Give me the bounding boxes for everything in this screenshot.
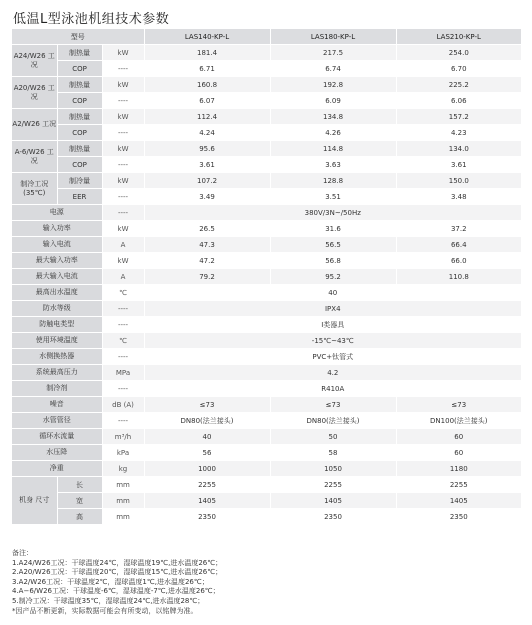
- value-cell: 134.8: [270, 109, 396, 125]
- value-cell: R410A: [144, 381, 521, 397]
- row-unit: ----: [102, 189, 144, 205]
- value-cell: 157.2: [396, 109, 521, 125]
- row-item: 循环水流量: [12, 429, 102, 445]
- value-cell: 2350: [270, 509, 396, 525]
- table-row: [12, 125, 521, 141]
- row-unit: mm: [102, 493, 144, 509]
- value-cell: 95.2: [270, 269, 396, 285]
- value-cell: 2255: [144, 477, 270, 493]
- table-row: [12, 141, 521, 157]
- value-cell: 181.4: [144, 45, 270, 61]
- row-unit: ----: [102, 381, 144, 397]
- row-item: 输入功率: [12, 221, 102, 237]
- value-cell: 56: [144, 445, 270, 461]
- table-row: [12, 381, 521, 397]
- value-cell: 60: [396, 445, 521, 461]
- header-cell-model-name: LAS140-KP-L: [144, 29, 270, 45]
- value-cell: 95.6: [144, 141, 270, 157]
- table-row: [12, 221, 521, 237]
- value-cell: 60: [396, 429, 521, 445]
- value-cell: 254.0: [396, 45, 521, 61]
- value-cell: 40: [144, 285, 521, 301]
- value-cell: 192.8: [270, 77, 396, 93]
- header-cell-model-name: LAS210-KP-L: [396, 29, 521, 45]
- note-line: 5.制冷工况：干球温度35℃，湿球温度24℃,进水温度28℃；: [12, 596, 205, 605]
- row-unit: kW: [102, 45, 144, 61]
- row-unit: ----: [102, 157, 144, 173]
- row-unit: MPa: [102, 365, 144, 381]
- table-row: [12, 333, 521, 349]
- value-cell: 6.07: [144, 93, 270, 109]
- value-cell: 4.24: [144, 125, 270, 141]
- row-unit: ----: [102, 61, 144, 77]
- value-cell: 3.49: [144, 189, 270, 205]
- value-cell: 1180: [396, 461, 521, 477]
- value-cell: 47.3: [144, 237, 270, 253]
- row-item: COP: [57, 125, 102, 141]
- table-row: [12, 397, 521, 413]
- value-cell: 112.4: [144, 109, 270, 125]
- row-item: 最大输入功率: [12, 253, 102, 269]
- value-cell: 47.2: [144, 253, 270, 269]
- row-unit: kW: [102, 221, 144, 237]
- value-cell: -15℃~43℃: [144, 333, 521, 349]
- group-label: A24/W26 工况: [12, 45, 57, 77]
- row-item: 使用环境温度: [12, 333, 102, 349]
- row-unit: ----: [102, 301, 144, 317]
- value-cell: 160.8: [144, 77, 270, 93]
- row-item: 防水等级: [12, 301, 102, 317]
- row-item: 最大输入电流: [12, 269, 102, 285]
- value-cell: 56.5: [270, 237, 396, 253]
- row-unit: ℃: [102, 285, 144, 301]
- row-unit: ----: [102, 93, 144, 109]
- page-title: 低温L型泳池机组技术参数: [13, 12, 170, 27]
- value-cell: 150.0: [396, 173, 521, 189]
- value-cell: 107.2: [144, 173, 270, 189]
- row-unit: kg: [102, 461, 144, 477]
- row-item: 系统最高压力: [12, 365, 102, 381]
- table-row: [12, 349, 521, 365]
- note-line: 2.A20/W26工况：干球温度20℃，湿球温度15℃,进水温度26℃；: [12, 568, 223, 577]
- note-line: 备注：: [12, 549, 33, 557]
- value-cell: DN80(法兰接头): [270, 413, 396, 429]
- value-cell: 26.5: [144, 221, 270, 237]
- table-row: [12, 77, 521, 93]
- row-unit: m³/h: [102, 429, 144, 445]
- row-item: 制冷量: [57, 173, 102, 189]
- row-item: EER: [57, 189, 102, 205]
- value-cell: 110.8: [396, 269, 521, 285]
- row-item: 噪音: [12, 397, 102, 413]
- table-row: [12, 157, 521, 173]
- value-cell: 3.61: [144, 157, 270, 173]
- group-label: 制冷工况 (35℃): [12, 173, 57, 205]
- table-row: [12, 365, 521, 381]
- row-unit: kW: [102, 253, 144, 269]
- table-row: [12, 445, 521, 461]
- value-cell: 4.23: [396, 125, 521, 141]
- row-unit: kW: [102, 173, 144, 189]
- row-item: 最高出水温度: [12, 285, 102, 301]
- value-cell: 3.51: [270, 189, 396, 205]
- table-row: [12, 285, 521, 301]
- row-item: COP: [57, 61, 102, 77]
- table-row: [12, 93, 521, 109]
- value-cell: 37.2: [396, 221, 521, 237]
- row-item: 净重: [12, 461, 102, 477]
- notes: [12, 549, 222, 616]
- row-unit: ----: [102, 349, 144, 365]
- row-unit: A: [102, 269, 144, 285]
- value-cell: 225.2: [396, 77, 521, 93]
- value-cell: ≤73: [144, 397, 270, 413]
- value-cell: 6.70: [396, 61, 521, 77]
- value-cell: 217.5: [270, 45, 396, 61]
- value-cell: 1405: [270, 493, 396, 509]
- value-cell: 1050: [270, 461, 396, 477]
- value-cell: 134.0: [396, 141, 521, 157]
- value-cell: 3.63: [270, 157, 396, 173]
- table-row: [12, 189, 521, 205]
- row-item: 输入电流: [12, 237, 102, 253]
- table-row: [12, 509, 521, 525]
- value-cell: 79.2: [144, 269, 270, 285]
- row-unit: ----: [102, 413, 144, 429]
- value-cell: 2255: [396, 477, 521, 493]
- note-line: 3.A2/W26工况：干球温度2℃，湿球温度1℃,进水温度26℃；: [12, 577, 209, 586]
- row-item: 制热量: [57, 109, 102, 125]
- group-label: 机身 尺寸: [12, 477, 57, 525]
- value-cell: DN100(法兰接头): [396, 413, 521, 429]
- value-cell: 3.48: [396, 189, 521, 205]
- table-row: [12, 493, 521, 509]
- row-unit: kW: [102, 141, 144, 157]
- row-unit: ℃: [102, 333, 144, 349]
- row-unit: ----: [102, 205, 144, 221]
- value-cell: 66.0: [396, 253, 521, 269]
- row-unit: ----: [102, 317, 144, 333]
- row-unit: ----: [102, 125, 144, 141]
- value-cell: DN80(法兰接头): [144, 413, 270, 429]
- value-cell: 31.6: [270, 221, 396, 237]
- row-item: 制热量: [57, 77, 102, 93]
- row-unit: kW: [102, 77, 144, 93]
- value-cell: 6.71: [144, 61, 270, 77]
- value-cell: 128.8: [270, 173, 396, 189]
- note-line: *因产品不断更新，实际数据可能会有所变动，以铭牌为准。: [12, 606, 198, 615]
- value-cell: 380V/3N~/50Hz: [144, 205, 521, 221]
- value-cell: 66.4: [396, 237, 521, 253]
- row-item: COP: [57, 157, 102, 173]
- group-label: A2/W26 工况: [12, 109, 57, 141]
- row-item: 制冷剂: [12, 381, 102, 397]
- spec-table: [12, 29, 521, 525]
- table-row: [12, 429, 521, 445]
- table-row: [12, 477, 521, 493]
- spec-table-body: [12, 29, 521, 525]
- value-cell: 58: [270, 445, 396, 461]
- note-line: 1.A24/W26工况：干球温度24℃，湿球温度19℃,进水温度26℃；: [12, 558, 223, 567]
- group-label: A20/W26 工况: [12, 77, 57, 109]
- row-unit: mm: [102, 509, 144, 525]
- row-unit: dB (A): [102, 397, 144, 413]
- header-cell-model: 型号: [12, 29, 144, 45]
- value-cell: ≤73: [396, 397, 521, 413]
- value-cell: 2350: [144, 509, 270, 525]
- value-cell: 1405: [396, 493, 521, 509]
- value-cell: ≤73: [270, 397, 396, 413]
- row-item: 防触电类型: [12, 317, 102, 333]
- value-cell: 50: [270, 429, 396, 445]
- row-item: COP: [57, 93, 102, 109]
- value-cell: 40: [144, 429, 270, 445]
- row-item: 制热量: [57, 141, 102, 157]
- table-row: [12, 173, 521, 189]
- table-row: [12, 237, 521, 253]
- table-row: [12, 45, 521, 61]
- value-cell: 114.8: [270, 141, 396, 157]
- table-row: [12, 205, 521, 221]
- value-cell: 4.2: [144, 365, 521, 381]
- value-cell: IPX4: [144, 301, 521, 317]
- table-row: [12, 317, 521, 333]
- table-row: [12, 269, 521, 285]
- row-item: 电源: [12, 205, 102, 221]
- table-row: [12, 253, 521, 269]
- row-item: 高: [57, 509, 102, 525]
- row-item: 水管管径: [12, 413, 102, 429]
- row-item: 制热量: [57, 45, 102, 61]
- value-cell: 4.26: [270, 125, 396, 141]
- table-header: [12, 29, 521, 45]
- value-cell: PVC+钛管式: [144, 349, 521, 365]
- row-unit: kW: [102, 109, 144, 125]
- header-cell-model-name: LAS180-KP-L: [270, 29, 396, 45]
- group-label: A-6/W26 工况: [12, 141, 57, 173]
- row-unit: mm: [102, 477, 144, 493]
- table-row: [12, 461, 521, 477]
- row-unit: A: [102, 237, 144, 253]
- value-cell: 56.8: [270, 253, 396, 269]
- value-cell: 6.74: [270, 61, 396, 77]
- table-row: [12, 413, 521, 429]
- value-cell: 6.06: [396, 93, 521, 109]
- row-item: 水侧换热器: [12, 349, 102, 365]
- value-cell: 2255: [270, 477, 396, 493]
- value-cell: 1405: [144, 493, 270, 509]
- table-row: [12, 109, 521, 125]
- value-cell: 1000: [144, 461, 270, 477]
- table-row: [12, 61, 521, 77]
- value-cell: Ⅰ类器具: [144, 317, 521, 333]
- row-item: 宽: [57, 493, 102, 509]
- value-cell: 6.09: [270, 93, 396, 109]
- note-line: 4.A−6/W26工况：干球温度-6℃，湿球温度-7℃,进水温度26℃；: [12, 587, 220, 596]
- row-unit: kPa: [102, 445, 144, 461]
- value-cell: 3.61: [396, 157, 521, 173]
- row-item: 水压降: [12, 445, 102, 461]
- row-item: 长: [57, 477, 102, 493]
- value-cell: 2350: [396, 509, 521, 525]
- table-row: [12, 301, 521, 317]
